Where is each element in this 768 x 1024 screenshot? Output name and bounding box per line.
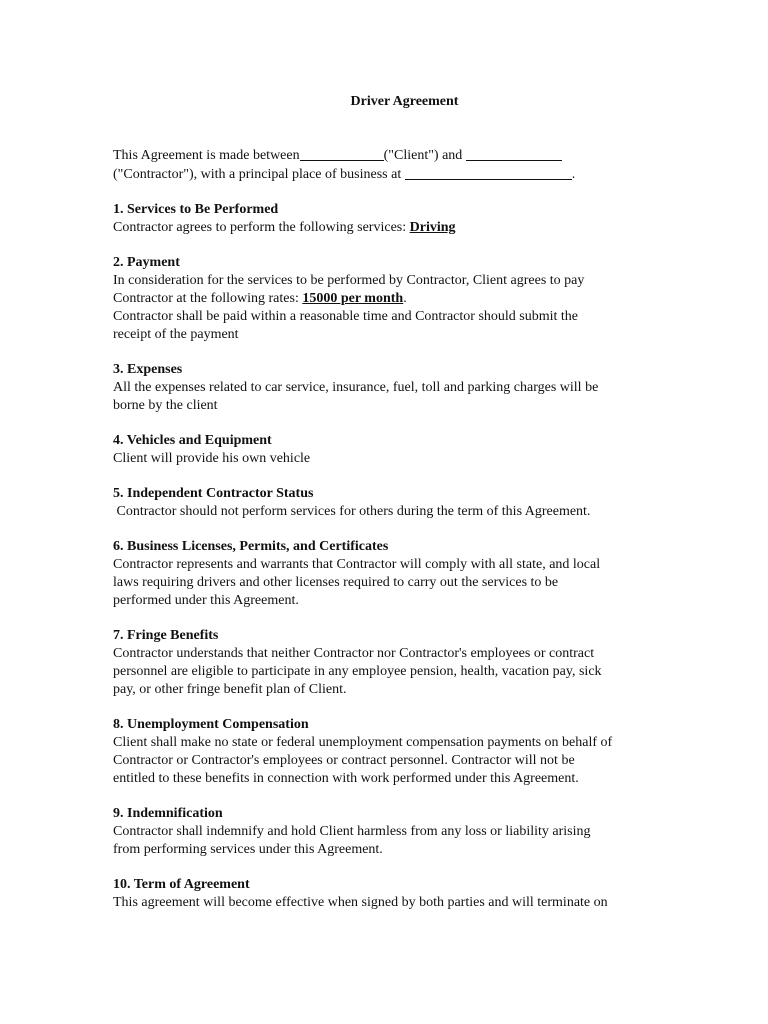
- section-text: Contractor shall be paid within a reasonable time and Contractor should submit the: [113, 309, 579, 324]
- section-term: [113, 876, 668, 912]
- intro-text: .: [571, 167, 576, 182]
- section-vehicles: [113, 432, 668, 468]
- section-heading: 2. Payment: [113, 255, 180, 270]
- section-text: entitled to these benefits in connection with work performed under this Agreement.: [113, 771, 579, 786]
- section-text: [113, 290, 668, 308]
- section-text-part: Contractor at the following rates:: [113, 291, 303, 306]
- services-value: Driving: [409, 220, 456, 235]
- intro-text: This Agreement is made between: [113, 148, 300, 163]
- business-address-blank: [405, 165, 572, 180]
- section-heading: 3. Expenses: [113, 362, 183, 377]
- section-text: borne by the client: [113, 398, 218, 413]
- section-payment: [113, 254, 668, 344]
- section-heading: 9. Indemnification: [113, 806, 223, 821]
- section-text: Contractor should not perform services for others during the term of this Agreement.: [113, 504, 591, 519]
- section-licenses: [113, 538, 668, 610]
- section-text: laws requiring drivers and other licenses required to carry out the services to be: [113, 575, 559, 590]
- payment-rate-value: 15000 per month: [302, 291, 404, 306]
- section-text: Client shall make no state or federal unemployment compensation payments on behalf of: [113, 735, 613, 750]
- section-heading: 10. Term of Agreement: [113, 877, 250, 892]
- section-text: pay, or other fringe benefit plan of Client.: [113, 682, 347, 697]
- section-heading: 8. Unemployment Compensation: [113, 717, 309, 732]
- intro-paragraph: [113, 146, 668, 184]
- section-heading: 1. Services to Be Performed: [113, 202, 279, 217]
- contractor-name-blank: [466, 146, 562, 161]
- section-heading: 5. Independent Contractor Status: [113, 486, 314, 501]
- section-text: personnel are eligible to participate in any employee pension, health, vacation pay, sick: [113, 664, 602, 679]
- section-services: [113, 201, 668, 237]
- section-text: All the expenses related to car service, insurance, fuel, toll and parking charges will be: [113, 380, 599, 395]
- intro-line-2: [113, 165, 668, 184]
- section-text: Contractor understands that neither Contractor nor Contractor's employees or contract: [113, 646, 595, 661]
- intro-line-1: [113, 146, 668, 165]
- section-text: Client will provide his own vehicle: [113, 451, 311, 466]
- client-name-blank: [300, 146, 384, 161]
- section-text-part: Contractor agrees to perform the following services:: [113, 220, 410, 235]
- intro-text: ("Contractor"), with a principal place of business at: [113, 167, 405, 182]
- section-text-part: .: [403, 291, 407, 306]
- section-heading: 7. Fringe Benefits: [113, 628, 219, 643]
- section-text: from performing services under this Agreement.: [113, 842, 383, 857]
- section-fringe-benefits: [113, 627, 668, 699]
- section-expenses: [113, 361, 668, 415]
- section-text: Contractor represents and warrants that Contractor will comply with all state, and local: [113, 557, 601, 572]
- section-heading: 4. Vehicles and Equipment: [113, 433, 272, 448]
- section-text: receipt of the payment: [113, 327, 239, 342]
- section-text: [113, 219, 668, 237]
- section-heading: 6. Business Licenses, Permits, and Certificates: [113, 539, 389, 554]
- section-text: performed under this Agreement.: [113, 593, 299, 608]
- section-contractor-status: [113, 485, 668, 521]
- section-text: Contractor or Contractor's employees or contract personnel. Contractor will not be: [113, 753, 575, 768]
- section-text: This agreement will become effective when signed by both parties and will terminate on: [113, 895, 608, 910]
- section-unemployment: [113, 716, 668, 788]
- section-indemnification: [113, 805, 668, 859]
- intro-text: ("Client") and: [383, 148, 466, 163]
- document-title: Driver Agreement: [350, 94, 459, 109]
- section-text: In consideration for the services to be performed by Contractor, Client agrees to pay: [113, 273, 585, 288]
- section-text: Contractor shall indemnify and hold Client harmless from any loss or liability arising: [113, 824, 591, 839]
